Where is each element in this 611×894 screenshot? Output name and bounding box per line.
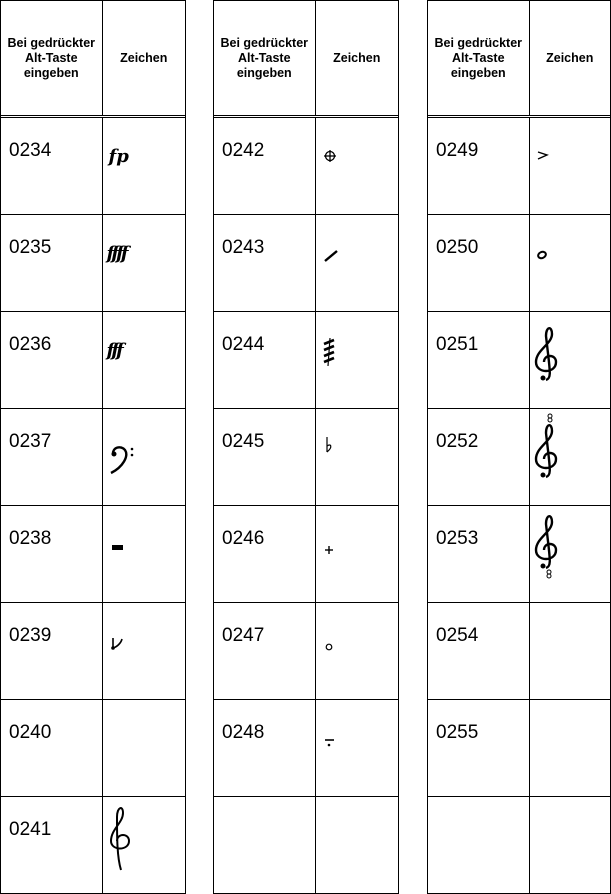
table-row — [428, 603, 610, 700]
symbol-cell-empty — [529, 797, 610, 894]
symbol-cell — [102, 215, 185, 312]
alt-code: 0238 — [1, 506, 102, 603]
symbol-cell — [315, 312, 398, 409]
header-code: Bei gedrückter Alt-Taste eingeben — [214, 1, 315, 117]
plus-icon — [316, 506, 356, 580]
alt-code: 0243 — [214, 215, 315, 312]
circle-plus-icon — [316, 118, 356, 192]
alt-code: 0250 — [428, 215, 529, 312]
symbol-cell — [315, 700, 398, 797]
alt-code: 0240 — [1, 700, 102, 797]
header-code: Bei gedrückter Alt-Taste eingeben — [1, 1, 102, 117]
symbol-table-1 — [0, 0, 186, 894]
small-circle-icon — [316, 603, 356, 677]
alt-code: 0235 — [1, 215, 102, 312]
symbol-cell — [529, 409, 610, 506]
alt-code: 0255 — [428, 700, 529, 797]
symbol-cell — [102, 409, 185, 506]
symbol-cell — [315, 506, 398, 603]
alt-code — [428, 797, 529, 894]
table-row — [1, 506, 185, 603]
header-code: Bei gedrückter Alt-Taste eingeben — [428, 1, 529, 117]
symbol-cell-empty — [315, 797, 398, 894]
alt-code: 0242 — [214, 117, 315, 215]
table-row — [214, 506, 398, 603]
symbol-cell — [102, 312, 185, 409]
alt-code: 0234 — [1, 117, 102, 215]
symbol-cell — [102, 506, 185, 603]
table-row — [214, 797, 398, 894]
alt-code — [214, 797, 315, 894]
table-row — [1, 215, 185, 312]
alt-code: 0252 — [428, 409, 529, 506]
table-row — [1, 603, 185, 700]
whole-note-icon — [530, 215, 570, 289]
fp-dynamic-icon: fp — [108, 146, 129, 167]
treble-clef-8vb-icon — [530, 506, 570, 580]
table-row — [428, 506, 610, 603]
alt-code: 0245 — [214, 409, 315, 506]
bass-clef-icon — [103, 409, 143, 483]
rest-icon — [103, 506, 143, 580]
table-row — [1, 312, 185, 409]
symbol-table-3 — [427, 0, 611, 894]
table-row — [428, 312, 610, 409]
alt-code: 0241 — [1, 797, 102, 894]
table-row — [428, 409, 610, 506]
table-row — [1, 797, 185, 894]
alt-code: 0244 — [214, 312, 315, 409]
table-row — [214, 117, 398, 215]
table-row — [428, 700, 610, 797]
symbol-cell — [529, 506, 610, 603]
alt-code: 0251 — [428, 312, 529, 409]
header-symbol: Zeichen — [315, 1, 398, 117]
symbol-cell — [315, 603, 398, 700]
table-row — [214, 215, 398, 312]
symbol-cell-empty — [529, 603, 610, 700]
symbol-cell-empty — [529, 700, 610, 797]
symbol-cell — [102, 797, 185, 894]
table-row — [214, 700, 398, 797]
alt-code: 0236 — [1, 312, 102, 409]
alt-code: 0254 — [428, 603, 529, 700]
symbol-cell — [529, 312, 610, 409]
table-row — [214, 603, 398, 700]
alt-code: 0247 — [214, 603, 315, 700]
alt-code: 0237 — [1, 409, 102, 506]
small-flat-icon — [316, 409, 356, 483]
table-row — [428, 117, 610, 215]
treble-clef-icon — [530, 312, 570, 386]
alt-code: 0249 — [428, 117, 529, 215]
treble-clef-8va-icon — [530, 409, 570, 483]
symbol-table-2 — [213, 0, 399, 894]
table-row — [1, 700, 185, 797]
symbol-cell — [315, 117, 398, 215]
treble-clef-icon — [103, 797, 143, 871]
alt-code: 0239 — [1, 603, 102, 700]
alt-code: 0246 — [214, 506, 315, 603]
fff-dynamic-icon: fff — [106, 340, 121, 361]
table-row — [428, 797, 610, 894]
flag-icon — [103, 603, 143, 677]
symbol-cell — [315, 215, 398, 312]
symbol-cell — [102, 117, 185, 215]
tenuto-dot-icon — [316, 700, 356, 774]
header-symbol: Zeichen — [529, 1, 610, 117]
symbol-cell — [102, 603, 185, 700]
symbol-cell — [529, 215, 610, 312]
symbol-cell — [529, 117, 610, 215]
slash-icon — [316, 215, 356, 289]
accent-icon — [530, 118, 570, 192]
tremolo-icon — [316, 312, 356, 386]
symbol-cell-empty — [102, 700, 185, 797]
ffff-dynamic-icon: ffff — [106, 243, 126, 264]
table-row — [214, 409, 398, 506]
header-symbol: Zeichen — [102, 1, 185, 117]
table-row — [214, 312, 398, 409]
table-row — [1, 409, 185, 506]
alt-code: 0248 — [214, 700, 315, 797]
alt-code: 0253 — [428, 506, 529, 603]
table-row — [428, 215, 610, 312]
table-row — [1, 117, 185, 215]
symbol-cell — [315, 409, 398, 506]
